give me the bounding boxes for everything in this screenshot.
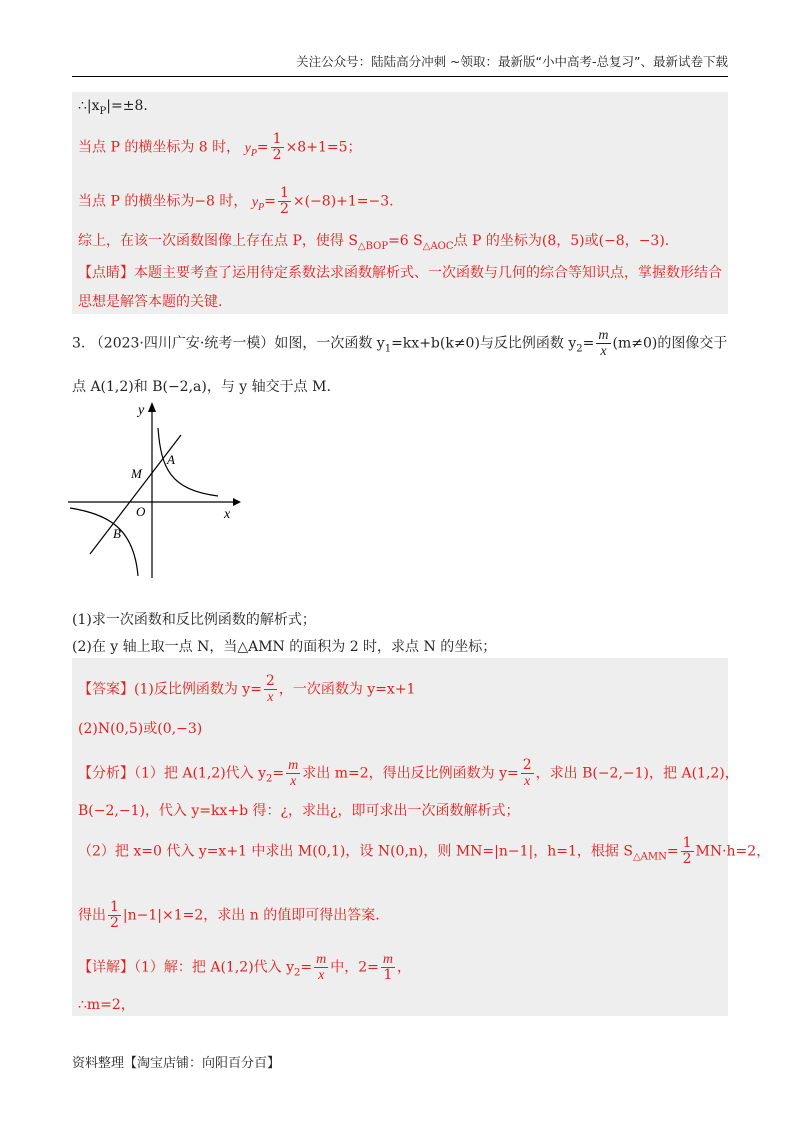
case-negative-line: 当点 P 的横坐标为−8 时， $y_P=$ $\frac{1}{2}$ ×(−8)+1=−3. bbox=[78, 185, 394, 217]
case-positive-line: 当点 P 的横坐标为 8 时， $y_P=$ $\frac{1}{2}$ ×8+1=5； bbox=[78, 131, 362, 163]
remark-line-1: 【点睛】本题主要考查了运用待定系数法求函数解析式、一次函数与几何的综合等知识点，掌握数形结合 bbox=[78, 265, 722, 281]
remark-line-2: 思想是解答本题的关键. bbox=[78, 294, 223, 310]
x-arrow-icon bbox=[233, 498, 241, 506]
case-positive-calc: ×8+1=5； bbox=[285, 139, 362, 156]
x-label: x bbox=[224, 507, 231, 522]
answer-block bbox=[72, 658, 771, 1016]
analysis-4a: 得出 bbox=[78, 907, 106, 924]
case-negative-label: 当点 P 的横坐标为−8 时， bbox=[78, 193, 248, 210]
analysis-line-1: 【分析】（1）把 A(1,2)代入 $y_2=$ $\frac{m}{x}$ 求出 m=2，得出反比例函数为 y= $\frac{2}{x}$ ，求出 B(−2,−1)，把 A(1,2)， bbox=[78, 757, 739, 789]
question-stem-a: 3. （2023·四川广安·统考一模）如图，一次函数 y bbox=[72, 335, 385, 352]
analysis-line-3: （2）把 x=0 代入 y=x+1 中求出 M(0,1)，设 N(0,n)，则 MN=|n−1|，h=1，根据 $S_{\triangle AMN}=$ $\frac{1}{2}$ MN·h=2， bbox=[78, 835, 771, 867]
question-line-2: 点 A(1,2)和 B(−2,a)，与 y 轴交于点 M. bbox=[72, 379, 331, 395]
analysis-line-4: 得出 $\frac{1}{2}$ |n−1|×1=2，求出 n 的值即可得出答案. bbox=[78, 899, 380, 931]
abs-xp-line: $\therefore|x_P|=\pm 8$. bbox=[78, 98, 148, 117]
analysis-3a: （2）把 x=0 代入 y=x+1 中求出 M(0,1)，设 N(0,n)，则 MN=|n−1|，h=1，根据 S bbox=[78, 843, 633, 860]
y-label: y bbox=[138, 403, 145, 418]
question-line-1: 3. （2023·四川广安·统考一模）如图，一次函数 $y_1=kx+b(k\ne 0)$与反比例函数 $y_2=$ $\frac{m}{x}$ (m≠0)的图像交于 bbox=[72, 328, 728, 359]
case-negative-calc: ×(−8)+1=−3. bbox=[292, 193, 394, 210]
conclusion-line: 综上，在该一次函数图像上存在点 P，使得 $S_{\triangle BOP}=6$ $S_{\triangle AOC}$点 P 的坐标为(8，5)或(−8，−3). bbox=[78, 233, 670, 252]
answer-line-1: 【答案】(1)反比例函数为 y= $\frac{2}{x}$ ，一次函数为 y=x+1 bbox=[78, 673, 416, 705]
page-footer: 资料整理【淘宝店铺：向阳百分百】 bbox=[72, 1056, 281, 1071]
answer-1b: ，一次函数为 y=x+1 bbox=[278, 681, 416, 698]
detail-line-2: ∴m=2， bbox=[78, 997, 135, 1013]
analysis-1a: 【分析】（1）把 A(1,2)代入 y bbox=[78, 765, 267, 782]
answer-line-2: (2)N(0,5)或(0,−3) bbox=[78, 721, 203, 737]
point-m-label: M bbox=[131, 466, 142, 481]
part-1-question: (1)求一次函数和反比例函数的解析式； bbox=[72, 612, 316, 628]
hyperbola-branch-2 bbox=[70, 508, 138, 576]
analysis-3b: MN·h=2， bbox=[695, 843, 771, 860]
detail-1b: 中，2= bbox=[330, 959, 379, 976]
analysis-1c: ，求出 B(−2,−1)，把 A(1,2)， bbox=[535, 765, 739, 782]
detail-line-1: 【详解】（1）解：把 A(1,2)代入 $y_2=$ $\frac{m}{x}$ 中，2= $\frac{m}{1}$ ， bbox=[78, 952, 412, 983]
point-a-label: A bbox=[167, 452, 175, 467]
conclusion-text: 综上，在该一次函数图像上存在点 P，使得 S bbox=[78, 233, 358, 249]
detail-1c: ， bbox=[397, 959, 412, 976]
question-stem-b: =kx+b(k≠0)与反比例函数 y bbox=[391, 335, 577, 352]
point-b-label: B bbox=[113, 526, 121, 541]
detail-1a: 【详解】（1）解：把 A(1,2)代入 y bbox=[78, 959, 295, 976]
abs-x-text: ∴|x bbox=[78, 98, 100, 114]
solution-block bbox=[72, 92, 728, 314]
analysis-4b: |n−1|×1=2，求出 n 的值即可得出答案. bbox=[122, 907, 380, 924]
abs-value-text: |=±8. bbox=[106, 98, 148, 114]
case-positive-label: 当点 P 的横坐标为 8 时， bbox=[78, 139, 241, 156]
conclusion-eq: =6 S bbox=[388, 233, 423, 249]
analysis-line-2: B(−2,−1)，代入 y=kx+b 得：¿，求出¿，即可求出一次函数解析式； bbox=[78, 803, 520, 819]
page-header: 关注公众号：陆陆高分冲刺 ~领取：最新版“小中高考-总复习”、最新试卷下载 bbox=[72, 52, 728, 77]
conclusion-result: 点 P 的坐标为(8，5)或(−8，−3). bbox=[453, 233, 670, 249]
analysis-1b: 求出 m=2，得出反比例函数为 y= bbox=[302, 765, 519, 782]
part-2-question: (2)在 y 轴上取一点 N，当△AMN 的面积为 2 时，求点 N 的坐标； bbox=[72, 639, 497, 655]
y-arrow-icon bbox=[148, 402, 156, 412]
function-graph bbox=[68, 398, 243, 583]
question-stem-c: (m≠0)的图像交于 bbox=[612, 335, 728, 352]
answer-1a: 【答案】(1)反比例函数为 y= bbox=[78, 681, 262, 698]
origin-label: O bbox=[136, 504, 146, 519]
